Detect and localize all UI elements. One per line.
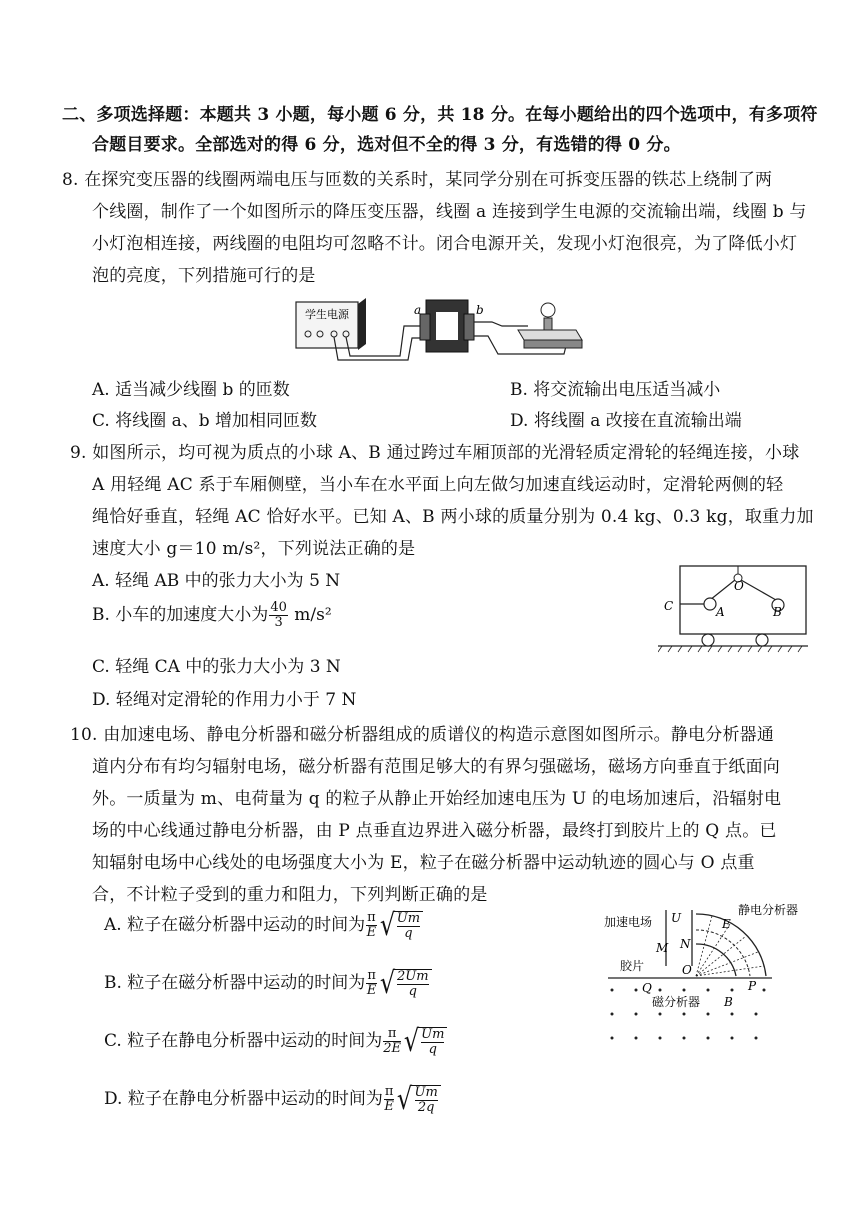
- n-label: N: [680, 937, 691, 951]
- q9-stem-line: A 用轻绳 AC 系于车厢侧壁，当小车在水平面上向左做匀加速直线运动时，定滑轮两侧的轻: [92, 475, 784, 495]
- mass-spectrometer-figure: [600, 900, 840, 1050]
- q9-option-b-text: B. 小车的加速度大小为: [92, 605, 269, 625]
- label-c: C: [664, 599, 674, 613]
- q8-stem-line: 泡的亮度，下列措施可行的是: [92, 266, 316, 286]
- option-text: C. 粒子在静电分析器中运动的时间为: [104, 1031, 383, 1051]
- section-heading-line1: 二、多项选择题：本题共 3 小题，每小题 6 分，共 18 分。在每小题给出的四个选项中，有多项符: [62, 105, 818, 125]
- m-label: M: [656, 941, 669, 955]
- q9-stem-line: 速度大小 g＝10 m/s²，下列说法正确的是: [92, 539, 416, 559]
- q-label: Q: [642, 981, 652, 995]
- b-label: B: [724, 995, 733, 1009]
- q8-option-a[interactable]: A. 适当减少线圈 b 的匝数: [92, 380, 290, 400]
- q8-stem-line: 小灯泡相连接，两线圈的电阻均可忽略不计。闭合电源开关，发现小灯泡很亮，为了降低小灯: [92, 234, 798, 254]
- power-supply-label: 学生电源: [305, 308, 349, 321]
- msa-label: 磁分析器: [652, 995, 701, 1009]
- square-root: √ $\frac{Um}{2q}$: [395, 1085, 440, 1115]
- q8-stem-line: 个线圈，制作了一个如图所示的降压变压器，线圈 a 连接到学生电源的交流输出端，线圈 b 与: [92, 202, 807, 222]
- fraction: $\frac{\pi}{E}$: [384, 1084, 394, 1114]
- fraction: $\frac{\pi}{E}$: [366, 968, 377, 998]
- square-root: √ $\frac{Um}{q}$: [402, 1027, 447, 1057]
- q10-stem-line: 道内分布有均匀辐射电场，磁分析器有范围足够大的有界匀强磁场，磁场方向垂直于纸面向: [92, 757, 780, 777]
- fraction: $\frac{\pi}{E}$: [366, 910, 377, 940]
- q10-stem-line: 知辐射电场中心线处的电场强度大小为 E，粒子在磁分析器中运动轨迹的圆心与 O 点重: [92, 853, 755, 873]
- q9-option-b[interactable]: [92, 600, 332, 630]
- label-b: B: [773, 605, 782, 619]
- accel-label: 加速电场: [604, 915, 653, 929]
- coil-b-label: b: [476, 303, 484, 317]
- q9-option-a[interactable]: A. 轻绳 AB 中的张力大小为 5 N: [92, 571, 341, 591]
- q10-stem-line: 10. 由加速电场、静电分析器和磁分析器组成的质谱仪的构造示意图如图所示。静电分析器通: [70, 725, 775, 745]
- cart-pulley-figure: [658, 560, 808, 660]
- q9-stem-line: 9. 如图所示，均可视为质点的小球 A、B 通过跨过车厢顶部的光滑轻质定滑轮的轻绳连接，小球: [70, 443, 800, 463]
- q9-option-d[interactable]: D. 轻绳对定滑轮的作用力小于 7 N: [92, 690, 357, 710]
- square-root: √ $\frac{2Um}{q}$: [378, 969, 432, 999]
- option-text: A. 粒子在磁分析器中运动的时间为: [104, 915, 366, 935]
- q10-option-a[interactable]: [104, 907, 423, 943]
- q10-option-d[interactable]: [104, 1081, 441, 1117]
- u-label: U: [671, 911, 682, 925]
- cart-body: [680, 566, 806, 634]
- q10-option-c[interactable]: [104, 1023, 447, 1059]
- wheel: [756, 634, 768, 646]
- q10-stem-line: 合，不计粒子受到的重力和阻力，下列判断正确的是: [92, 885, 488, 905]
- q10-option-b[interactable]: [104, 965, 432, 1001]
- label-o: O: [734, 579, 744, 593]
- q10-stem-line: 场的中心线通过静电分析器，由 P 点垂直边界进入磁分析器，最终打到胶片上的 Q 点。已: [92, 821, 777, 841]
- q8-stem-line: 8. 在探究变压器的线圈两端电压与匝数的关系时，某同学分别在可拆变压器的铁芯上绕制了两: [62, 170, 773, 190]
- label-a: A: [716, 605, 725, 619]
- transformer-circuit-figure: [292, 296, 588, 364]
- o-label: O: [682, 963, 692, 977]
- q8-option-c[interactable]: C. 将线圈 a、b 增加相同匝数: [92, 411, 318, 431]
- e-label: E: [722, 917, 731, 931]
- section-heading-line2: 合题目要求。全部选对的得 6 分，选对但不全的得 3 分，有选错的得 0 分。: [92, 135, 681, 155]
- option-text: B. 粒子在磁分析器中运动的时间为: [104, 973, 366, 993]
- unit: m/s²: [294, 605, 332, 625]
- q9-option-c[interactable]: C. 轻绳 CA 中的张力大小为 3 N: [92, 657, 341, 677]
- wheel: [702, 634, 714, 646]
- fraction: $\frac{40}{3}$: [270, 600, 287, 630]
- coil-a-label: a: [414, 303, 422, 317]
- option-text: D. 粒子在静电分析器中运动的时间为: [104, 1089, 383, 1109]
- q8-option-b[interactable]: B. 将交流输出电压适当减小: [510, 380, 721, 400]
- film-label: 胶片: [620, 959, 645, 973]
- square-root: √ $\frac{Um}{q}$: [378, 911, 423, 941]
- fraction: $\frac{\pi}{2E}$: [383, 1026, 401, 1056]
- q10-stem-line: 外。一质量为 m、电荷量为 q 的粒子从静止开始经加速电压为 U 的电场加速后，沿辐射电: [92, 789, 782, 809]
- ball-a: [704, 598, 716, 610]
- q9-stem-line: 绳恰好垂直，轻绳 AC 恰好水平。已知 A、B 两小球的质量分别为 0.4 kg、0.3 kg，取重力加: [92, 507, 814, 527]
- q8-option-d[interactable]: D. 将线圈 a 改接在直流输出端: [510, 411, 742, 431]
- esa-label: 静电分析器: [738, 903, 799, 917]
- p-label: P: [748, 979, 757, 993]
